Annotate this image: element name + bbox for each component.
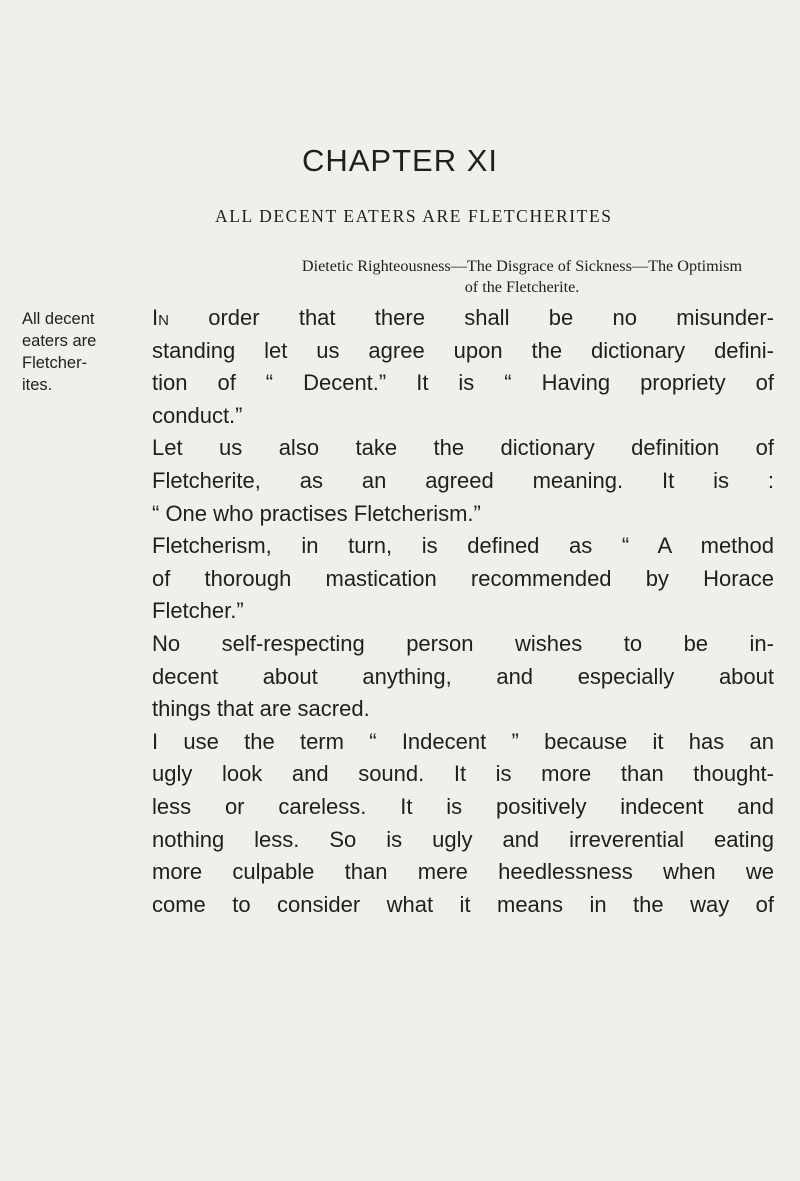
paragraph-line: nothing less. So is ugly and irreverential eating [152, 826, 774, 852]
paragraph-line-first [152, 302, 774, 335]
margin-note-line: eaters are [22, 332, 97, 350]
paragraph-line: come to consider what it means in the way of [152, 891, 774, 917]
paragraph-line: conduct.” [152, 402, 243, 428]
paragraph-line: of thorough mastication recommended by Horace [152, 565, 774, 591]
paragraph-line: No self-respecting person wishes to be in- [152, 630, 774, 656]
chapter-synopsis [252, 256, 792, 298]
chapter-number: CHAPTER XI [301, 143, 499, 178]
drop-word: In [152, 305, 169, 330]
synopsis-line: of the Fletcherite. [464, 278, 580, 296]
margin-note-line: Fletcher- [22, 354, 88, 372]
body-text [152, 302, 774, 921]
paragraph-line: “ One who practises Fletcherism.” [152, 500, 481, 526]
paragraph-line: Fletcherite, as an agreed meaning. It is : [152, 467, 774, 493]
paragraph-line: Fletcherism, in turn, is defined as “ A method [152, 533, 774, 559]
margin-note-line: All decent [22, 310, 95, 328]
paragraph-line: order that there shall be no misunder- [168, 305, 774, 330]
paragraph-line: decent about anything, and especially about [152, 663, 774, 689]
margin-note [22, 308, 132, 396]
paragraph-line: standing let us agree upon the dictionary defini- [152, 337, 774, 363]
synopsis-line: Dietetic Righteousness—The Disgrace of Sickness—The Optimism [301, 257, 743, 275]
paragraph-line: less or careless. It is positively indecent and [152, 793, 774, 819]
paragraph-line: more culpable than mere heedlessness when we [152, 859, 774, 885]
paragraph-line: I use the term “ Indecent ” because it has an [152, 728, 774, 754]
paragraph-line: Let us also take the dictionary definition of [152, 435, 774, 461]
paragraph-line: ugly look and sound. It is more than thought- [152, 761, 774, 787]
margin-note-line: ites. [22, 376, 53, 394]
paragraph-line: things that are sacred. [152, 696, 370, 722]
chapter-title: ALL DECENT EATERS ARE FLETCHERITES [215, 206, 613, 226]
paragraph-line: tion of “ Decent.” It is “ Having propriety of [152, 370, 774, 396]
paragraph-line: Fletcher.” [152, 598, 244, 624]
